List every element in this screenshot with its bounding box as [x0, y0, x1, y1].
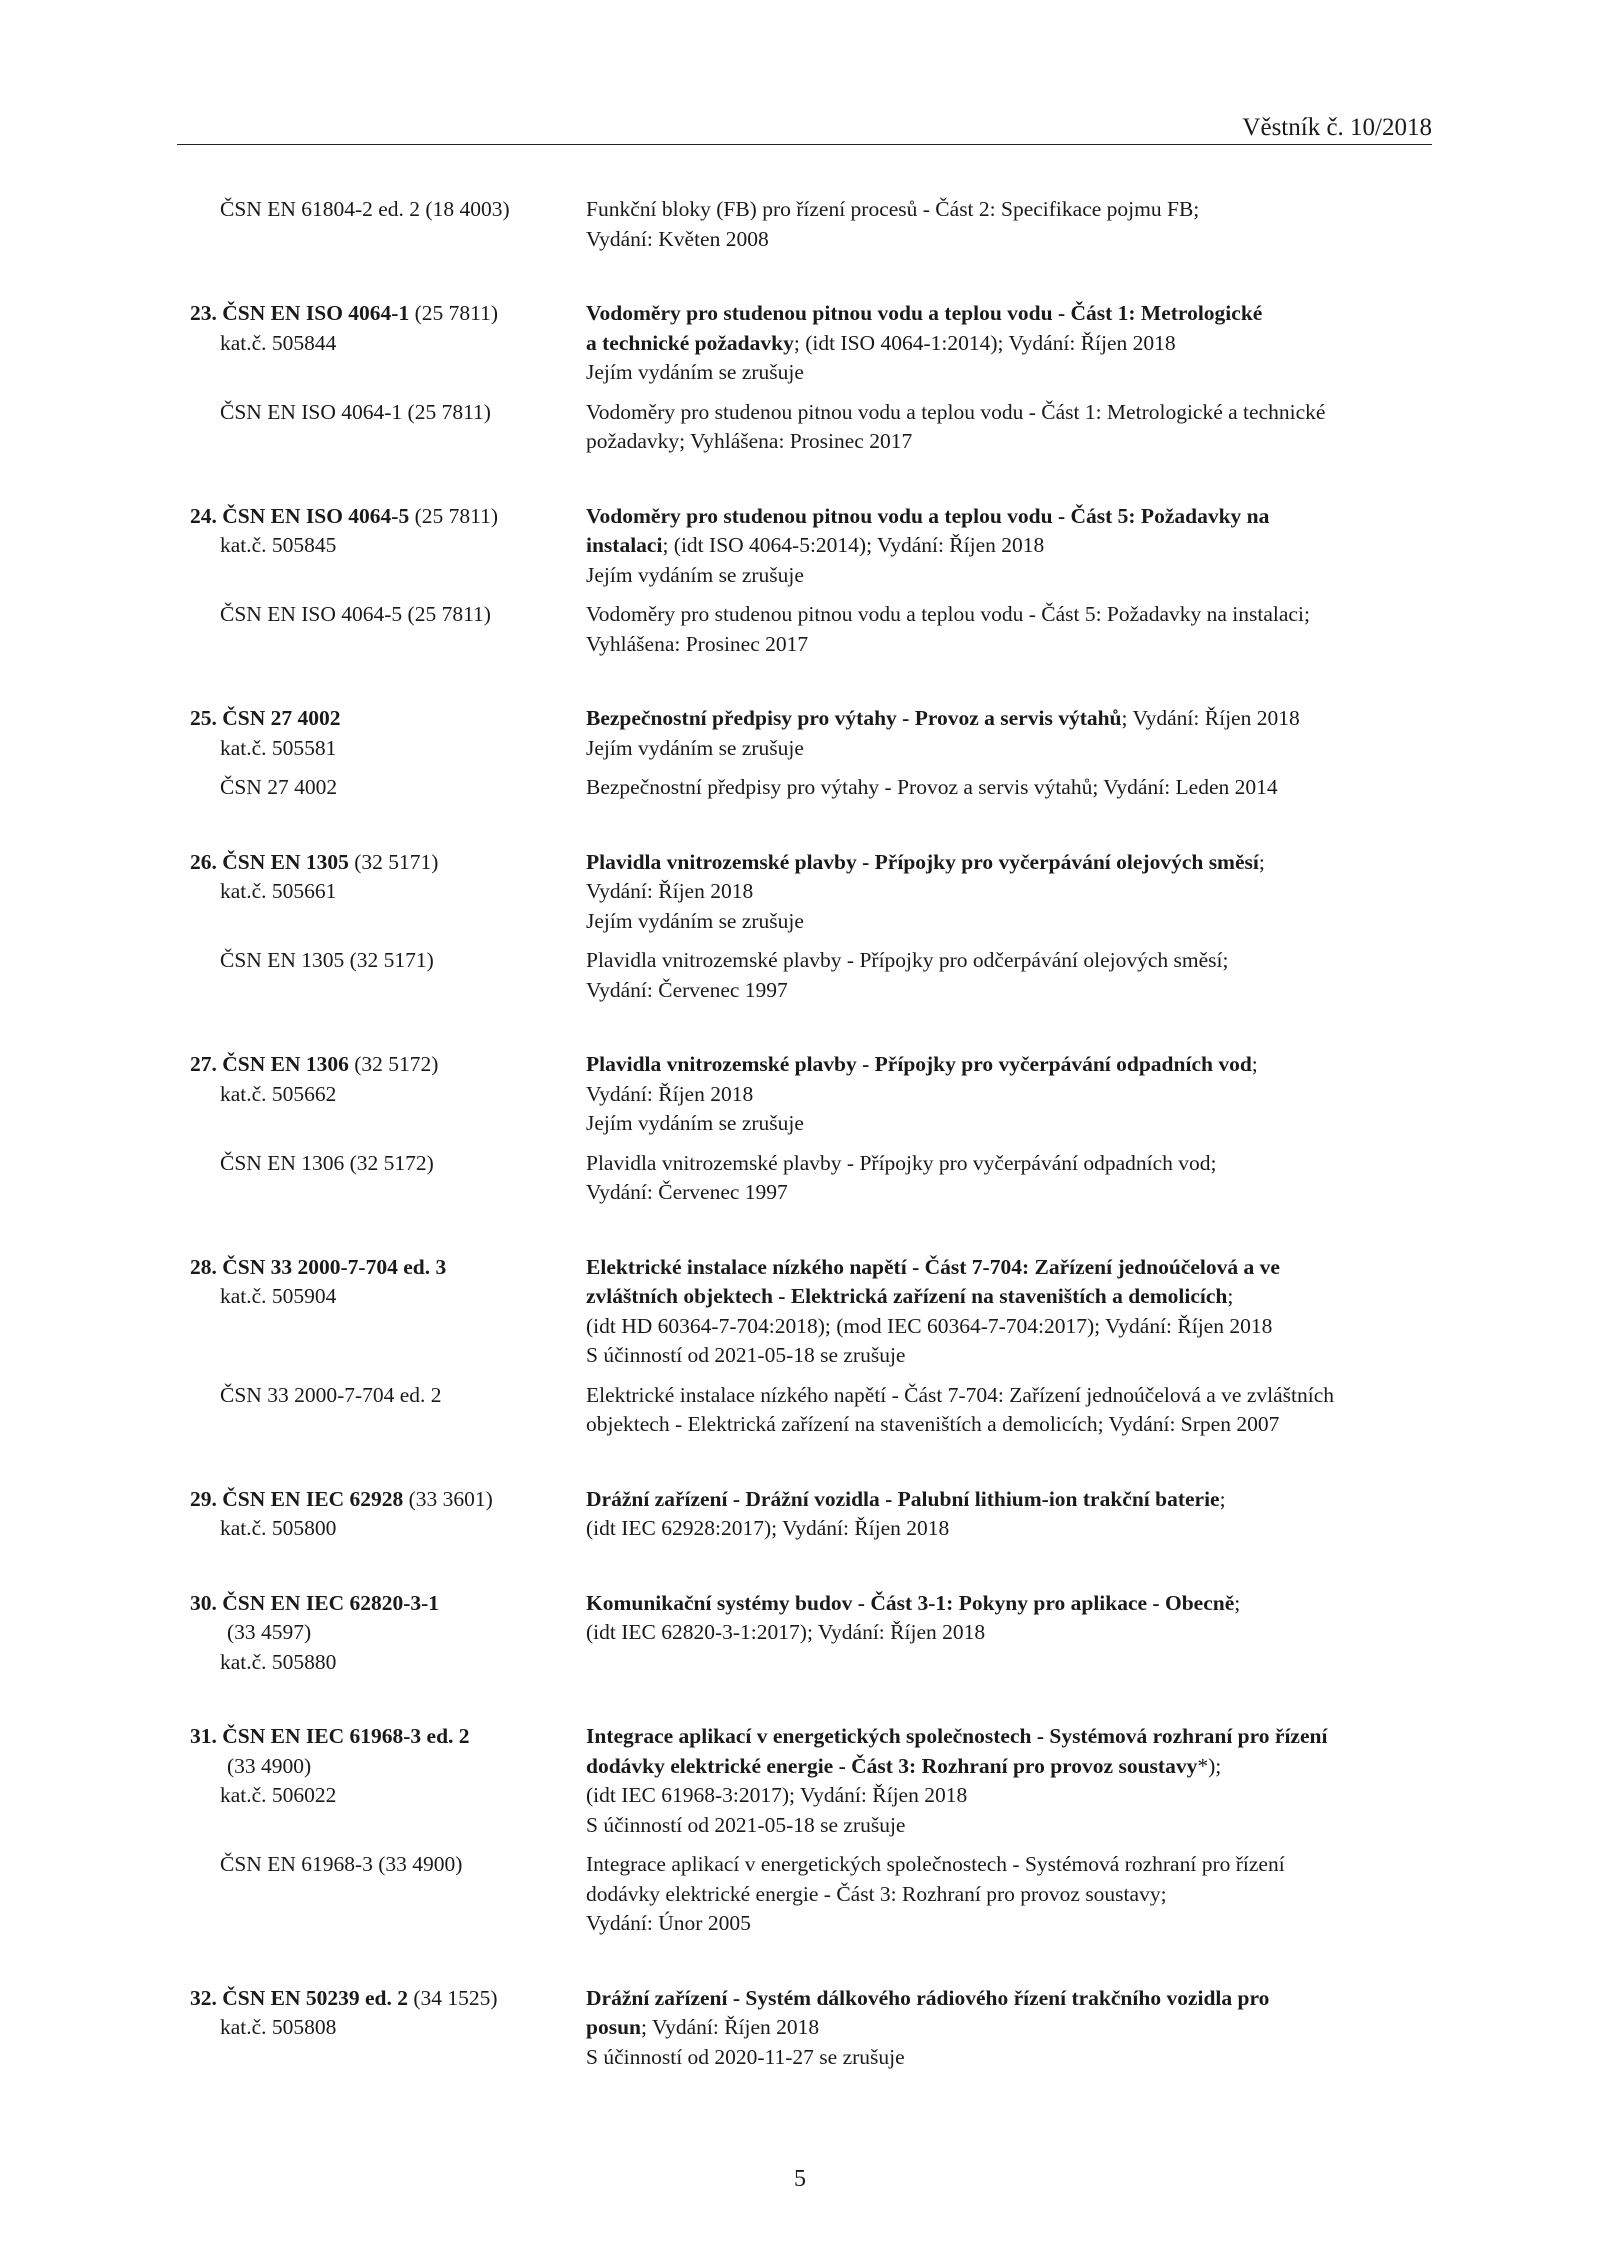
standard-title: Funkční bloky (FB) pro řízení procesů - Část 2: Specifikace pojmu FB; Vydání: Květen 2008: [586, 197, 1200, 251]
replaced-standard-title: Bezpečnostní předpisy pro výtahy - Provoz a servis výtahů; Vydání: Leden 2014: [586, 775, 1278, 799]
list-item: [0, 1485, 1600, 1544]
replaced-standard-code: ČSN 27 4002: [220, 775, 338, 799]
replaced-standard-code: ČSN EN 1305 (32 5171): [220, 948, 434, 972]
replaced-standard-code: ČSN EN ISO 4064-1 (25 7811): [220, 399, 491, 424]
list-item: [0, 1589, 1600, 1678]
standard-code: 23. ČSN EN ISO 4064-1 (25 7811) kat.č. 505844: [190, 301, 498, 355]
standard-code: 28. ČSN 33 2000-7-704 ed. 3 kat.č. 505904: [190, 1254, 447, 1308]
standard-code: 30. ČSN EN IEC 62820-3-1 (33 4597) kat.č. 505880: [190, 1590, 440, 1674]
replaced-standard-title: Plavidla vnitrozemské plavby - Přípojky pro vyčerpávání odpadních vod; Vydání: Červenec 1997: [586, 1150, 1217, 1204]
page-header: [177, 108, 1432, 145]
list-item: [0, 1050, 1600, 1208]
replaced-standard-code: ČSN EN ISO 4064-5 (25 7811): [220, 602, 491, 626]
standard-code: 27. ČSN EN 1306 (32 5172) kat.č. 505662: [190, 1052, 439, 1106]
list-item: [0, 299, 1600, 457]
list-item: [0, 848, 1600, 1006]
standard-title: Elektrické instalace nízkého napětí - Část 7-704: Zařízení jednoúčelová a ve zvláštních objektech - Elektrická zařízení na staveništích a demolicích; (idt HD 60364-7-704:2018); (mod IEC 60364-7-704:2017); Vydání: Říjen 2018 S účinností od 2021-05-18 se zrušuje: [586, 1254, 1280, 1367]
replaced-standard-title: Vodoměry pro studenou pitnou vodu a teplou vodu - Část 5: Požadavky na instalaci; Vyhlášena: Prosinec 2017: [586, 602, 1310, 656]
standard-code: 26. ČSN EN 1305 (32 5171) kat.č. 505661: [190, 849, 439, 903]
standard-title: Plavidla vnitrozemské plavby - Přípojky pro vyčerpávání odpadních vod; Vydání: Říjen 2018 Jejím vydáním se zrušuje: [586, 1052, 1258, 1135]
standard-title: Bezpečnostní předpisy pro výtahy - Provoz a servis výtahů; Vydání: Říjen 2018 Jejím vydáním se zrušuje: [586, 706, 1300, 760]
list-item: [0, 1984, 1600, 2073]
list-item: [0, 502, 1600, 660]
standard-code: 31. ČSN EN IEC 61968-3 ed. 2 (33 4900) kat.č. 506022: [190, 1724, 470, 1807]
standard-title: Integrace aplikací v energetických společnostech - Systémová rozhraní pro řízení dodávky elektrické energie - Část 3: Rozhraní pro provoz soustavy*); (idt IEC 61968-3:2017); Vydání: Říjen 2018 S účinností od 2021-05-18 se zrušuje: [586, 1724, 1328, 1837]
replaced-standard-title: Plavidla vnitrozemské plavby - Přípojky pro odčerpávání olejových směsí; Vydání: Červenec 1997: [586, 948, 1229, 1002]
standard-title: Plavidla vnitrozemské plavby - Přípojky pro vyčerpávání olejových směsí; Vydání: Říjen 2018 Jejím vydáním se zrušuje: [586, 849, 1265, 933]
replaced-standard-title: Vodoměry pro studenou pitnou vodu a teplou vodu - Část 1: Metrologické a technické požadavky; Vyhlášena: Prosinec 2017: [586, 399, 1326, 453]
list-item: [0, 195, 1600, 254]
replaced-standard-title: Integrace aplikací v energetických společnostech - Systémová rozhraní pro řízení dodávky elektrické energie - Část 3: Rozhraní pro provoz soustavy; Vydání: Únor 2005: [586, 1852, 1285, 1935]
standard-code: 29. ČSN EN IEC 62928 (33 3601) kat.č. 505800: [190, 1486, 493, 1540]
page-number: 5: [794, 2166, 806, 2192]
list-item: [0, 1253, 1600, 1440]
standard-title: Vodoměry pro studenou pitnou vodu a teplou vodu - Část 1: Metrologické a technické požadavky; (idt ISO 4064-1:2014); Vydání: Říjen 2018 Jejím vydáním se zrušuje: [586, 301, 1263, 384]
standard-code: 24. ČSN EN ISO 4064-5 (25 7811) kat.č. 505845: [190, 503, 498, 557]
journal-title: Věstník č. 10/2018: [1242, 114, 1432, 141]
replaced-standard-code: ČSN EN 61968-3 (33 4900): [220, 1852, 463, 1876]
standard-title: Drážní zařízení - Systém dálkového rádiového řízení trakčního vozidla pro posun; Vydání: Říjen 2018 S účinností od 2020-11-27 se zrušuje: [586, 1985, 1270, 2069]
standard-code: 32. ČSN EN 50239 ed. 2 (34 1525) kat.č. 505808: [190, 1985, 498, 2039]
replaced-standard-code: ČSN EN 1306 (32 5172): [220, 1150, 434, 1175]
replaced-standard-title: Elektrické instalace nízkého napětí - Část 7-704: Zařízení jednoúčelová a ve zvláštních objektech - Elektrická zařízení na staveništích a demolicích; Vydání: Srpen 2007: [586, 1382, 1335, 1436]
replaced-standard-code: ČSN 33 2000-7-704 ed. 2: [220, 1382, 442, 1407]
standard-title: Drážní zařízení - Drážní vozidla - Palubní lithium-ion trakční baterie; (idt IEC 62928:2017); Vydání: Říjen 2018: [586, 1486, 1226, 1540]
standard-title: Vodoměry pro studenou pitnou vodu a teplou vodu - Část 5: Požadavky na instalaci; (idt ISO 4064-5:2014); Vydání: Říjen 2018 Jejím vydáním se zrušuje: [586, 503, 1270, 587]
standard-code: 25. ČSN 27 4002 kat.č. 505581: [190, 706, 341, 760]
standard-code: ČSN EN 61804-2 ed. 2 (18 4003): [220, 197, 510, 221]
list-item: [0, 1722, 1600, 1939]
standard-title: Komunikační systémy budov - Část 3-1: Pokyny pro aplikace - Obecně; (idt IEC 62820-3-1:2017); Vydání: Říjen 2018: [586, 1590, 1241, 1644]
list-item: [0, 704, 1600, 803]
standards-list: [0, 195, 1600, 2072]
